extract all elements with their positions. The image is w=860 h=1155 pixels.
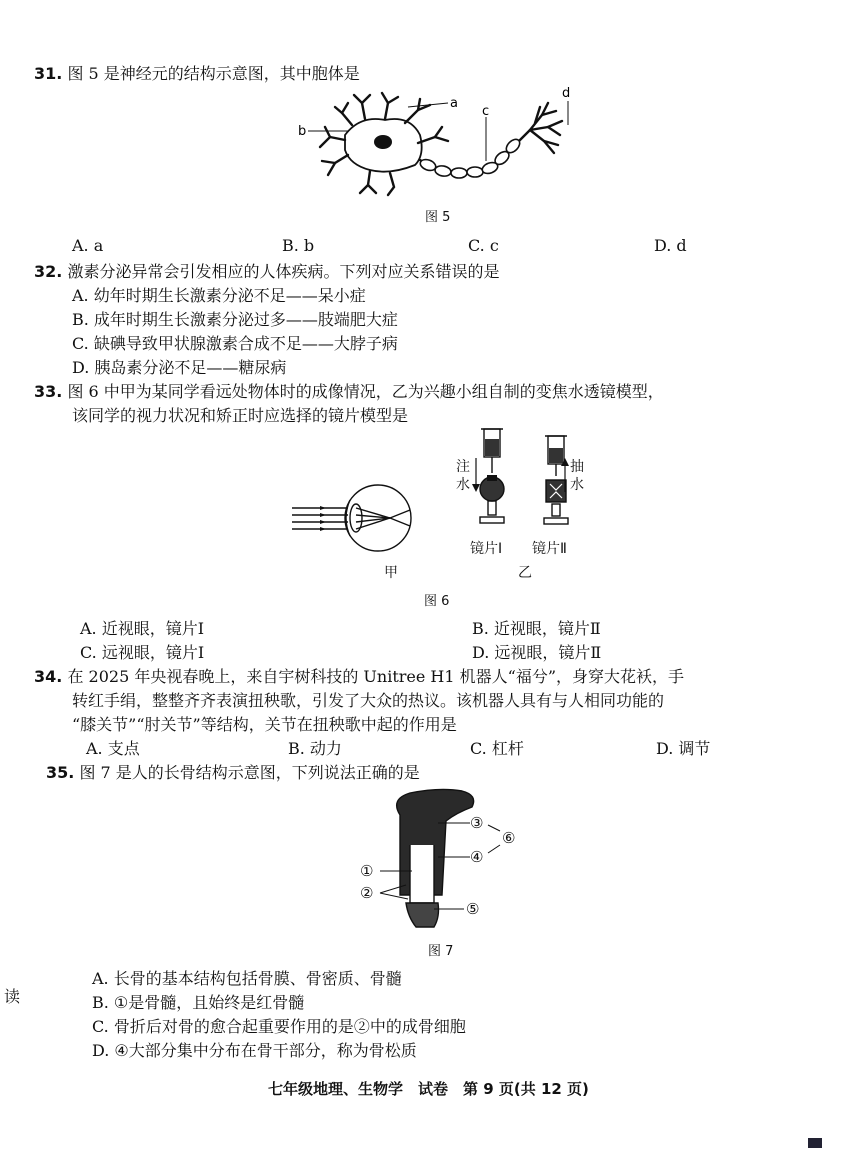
- option-a[interactable]: A. 长骨的基本结构包括骨膜、骨密质、骨髓: [92, 969, 402, 988]
- option-c[interactable]: C. 缺碘导致甲状腺激素合成不足——大脖子病: [72, 334, 398, 353]
- neuron-figure: [290, 85, 590, 200]
- label-2: ②: [360, 884, 374, 902]
- label-3: ③: [470, 814, 484, 832]
- lens-2-label: 镜片Ⅱ: [532, 541, 567, 557]
- question-34-stem-line2: 转红手绢，整整齐齐表演扭秧歌，引发了大众的热议。该机器人具有与人相同功能的: [72, 691, 665, 710]
- option-a[interactable]: A. 幼年时期生长激素分泌不足——呆小症: [72, 286, 366, 305]
- question-number: 33.: [34, 382, 63, 401]
- option-a[interactable]: A. 近视眼，镜片Ⅰ: [80, 619, 205, 638]
- question-32-stem: [34, 261, 499, 283]
- option-a[interactable]: A. a: [72, 236, 104, 255]
- label-1: ①: [360, 862, 374, 880]
- question-text: 激素分泌异常会引发相应的人体疾病。下列对应关系错误的是: [67, 262, 500, 281]
- extract-char-1: 抽: [570, 459, 584, 475]
- label-jia: 甲: [384, 565, 398, 581]
- extract-label: [570, 458, 584, 494]
- label-a: a: [450, 96, 458, 111]
- question-text: 图 7 是人的长骨结构示意图，下列说法正确的是: [79, 763, 420, 782]
- question-35-stem: [46, 762, 420, 784]
- eye-diagram: [290, 478, 420, 558]
- option-b[interactable]: B. 成年时期生长激素分泌过多——肢端肥大症: [72, 310, 398, 329]
- label-d: d: [562, 86, 571, 101]
- page-footer: 七年级地理、生物学 试卷 第 9 页(共 12 页): [268, 1080, 589, 1098]
- extract-char-2: 水: [570, 477, 584, 493]
- label-yi: 乙: [518, 565, 532, 581]
- lens-1-label: 镜片Ⅰ: [470, 541, 503, 557]
- label-5: ⑤: [466, 900, 480, 918]
- question-text: 图 5 是神经元的结构示意图，其中胞体是: [67, 64, 360, 83]
- figure-7-caption: 图 7: [428, 944, 454, 959]
- question-number: 32.: [34, 262, 63, 281]
- option-d[interactable]: D. 胰岛素分泌不足——糖尿病: [72, 358, 287, 377]
- label-6: ⑥: [502, 829, 516, 847]
- option-b[interactable]: B. 近视眼，镜片Ⅱ: [472, 619, 601, 638]
- option-d[interactable]: D. ④大部分集中分布在骨干部分，称为骨松质: [92, 1041, 417, 1060]
- inject-char-1: 注: [456, 459, 470, 475]
- inject-char-2: 水: [456, 477, 470, 493]
- figure-5-caption: 图 5: [425, 210, 451, 225]
- scanner-logo-icon: [808, 1138, 822, 1148]
- label-4: ④: [470, 848, 484, 866]
- margin-character: 读: [4, 987, 21, 1006]
- question-33-stem: [34, 381, 664, 403]
- question-31-stem: [34, 63, 360, 85]
- question-number: 31.: [34, 64, 63, 83]
- label-b: b: [298, 124, 307, 139]
- option-d[interactable]: D. 远视眼，镜片Ⅱ: [472, 643, 602, 662]
- figure-6-caption: 图 6: [424, 594, 450, 609]
- question-text: 图 6 中甲为某同学看远处物体时的成像情况，乙为兴趣小组自制的变焦水透镜模型，: [67, 382, 664, 401]
- inject-label: [456, 458, 470, 494]
- up-arrow-icon: [561, 458, 569, 492]
- question-33-stem-line2: 该同学的视力状况和矫正时应选择的镜片模型是: [72, 406, 409, 425]
- option-d[interactable]: D. d: [654, 236, 687, 255]
- option-b[interactable]: B. 动力: [288, 739, 342, 758]
- question-number: 34.: [34, 667, 63, 686]
- option-b[interactable]: B. b: [282, 236, 315, 255]
- option-b[interactable]: B. ①是骨髓，且始终是红骨髓: [92, 993, 305, 1012]
- down-arrow-icon: [472, 458, 480, 492]
- option-c[interactable]: C. c: [468, 236, 499, 255]
- question-34-stem-line3: “膝关节”“肘关节”等结构，关节在扭秧歌中起的作用是: [72, 715, 457, 734]
- option-c[interactable]: C. 远视眼，镜片Ⅰ: [80, 643, 205, 662]
- question-text: 在 2025 年央视春晚上，来自宇树科技的 Unitree H1 机器人“福兮”，身穿大花袄，手: [67, 667, 685, 686]
- question-number: 35.: [46, 763, 75, 782]
- label-c: c: [482, 104, 490, 119]
- option-c[interactable]: C. 杠杆: [470, 739, 524, 758]
- option-d[interactable]: D. 调节: [656, 739, 711, 758]
- question-34-stem: [34, 666, 684, 688]
- long-bone-diagram: [350, 785, 530, 935]
- option-a[interactable]: A. 支点: [86, 739, 140, 758]
- option-c[interactable]: C. 骨折后对骨的愈合起重要作用的是②中的成骨细胞: [92, 1017, 466, 1036]
